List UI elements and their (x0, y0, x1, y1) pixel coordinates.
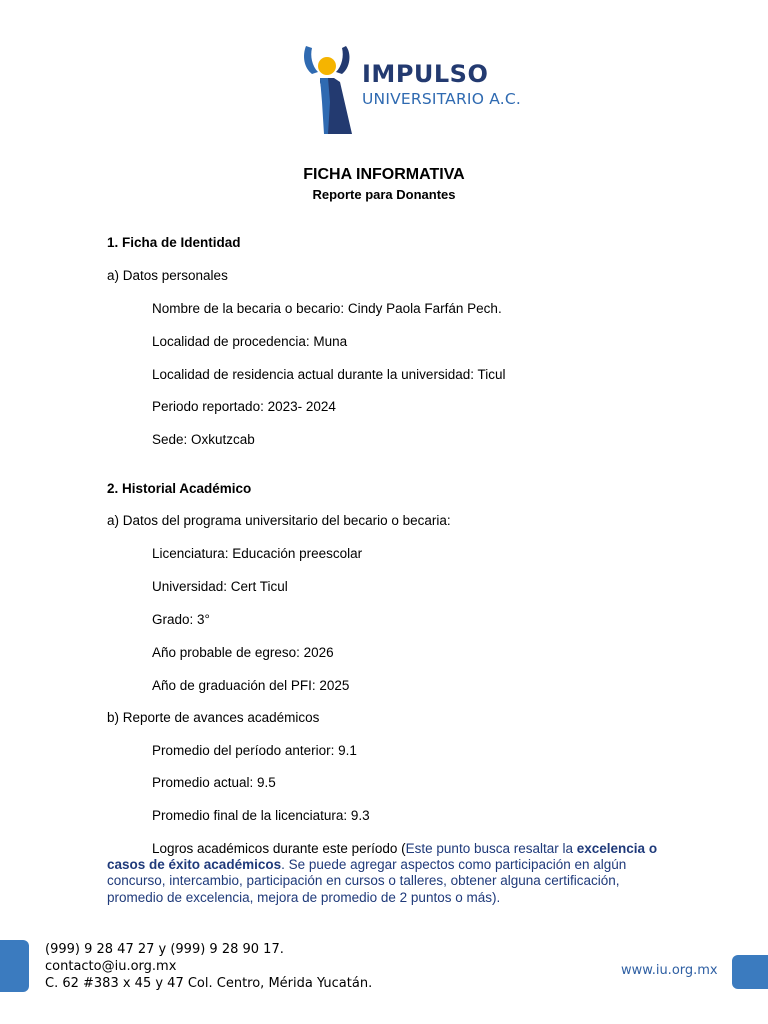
section2-sub-a: a) Datos del programa universitario del becario o becaria: (107, 513, 451, 528)
field-localidad-residencia: Localidad de residencia actual durante la universidad: Ticul (152, 367, 506, 382)
logros-lead: Logros académicos durante este período ( (152, 841, 406, 856)
field-egreso: Año probable de egreso: 2026 (152, 645, 334, 660)
section2-heading: 2. Historial Académico (107, 481, 252, 496)
footer-phone: (999) 9 28 47 27 y (999) 9 28 90 17. (45, 942, 284, 957)
field-localidad-procedencia: Localidad de procedencia: Muna (152, 334, 348, 349)
field-promedio-anterior: Promedio del período anterior: 9.1 (152, 743, 357, 758)
logros-close: ). (491, 889, 501, 905)
field-grado: Grado: 3° (152, 612, 210, 627)
field-sede: Sede: Oxkutzcab (152, 432, 255, 447)
document-subtitle: Reporte para Donantes (312, 187, 456, 202)
footer-address: C. 62 #383 x 45 y 47 Col. Centro, Mérida Yucatán. (45, 976, 373, 991)
impulso-figure-logo-icon (300, 42, 360, 138)
footer-website-link[interactable]: www.iu.org.mx (621, 963, 718, 978)
field-promedio-actual: Promedio actual: 9.5 (152, 775, 276, 790)
impulso-logo (300, 42, 530, 138)
footer-accent-right (732, 955, 768, 989)
field-graduacion-pfi: Año de graduación del PFI: 2025 (152, 678, 350, 693)
section1-heading: 1. Ficha de Identidad (107, 235, 241, 250)
field-licenciatura: Licenciatura: Educación preescolar (152, 546, 363, 561)
footer-accent-left (0, 940, 29, 992)
logros-note-2: . Se puede agregar aspectos como participación en algún concurso, intercambio, participación en cursos o talleres, obtener alguna certificación, promedio de excelencia, mejora de promedio de 2 puntos o más (107, 857, 627, 905)
logo-subtitle: UNIVERSITARIO A.C. (362, 90, 522, 108)
logros-note-1: Este punto busca resaltar la (405, 841, 577, 856)
document-title: FICHA INFORMATIVA (303, 166, 465, 183)
logros-paragraph (107, 841, 667, 906)
field-nombre: Nombre de la becaria o becario: Cindy Paola Farfán Pech. (152, 301, 502, 316)
field-promedio-final: Promedio final de la licenciatura: 9.3 (152, 808, 370, 823)
field-universidad: Universidad: Cert Ticul (152, 579, 288, 594)
field-periodo: Periodo reportado: 2023- 2024 (152, 399, 336, 414)
logros-emphasis: excelencia o casos de éxito académicos (107, 841, 658, 873)
section2-sub-b: b) Reporte de avances académicos (107, 710, 320, 725)
section1-sub-a: a) Datos personales (107, 268, 228, 283)
logo-title: IMPULSO (362, 60, 489, 88)
footer-email[interactable]: contacto@iu.org.mx (45, 959, 177, 974)
